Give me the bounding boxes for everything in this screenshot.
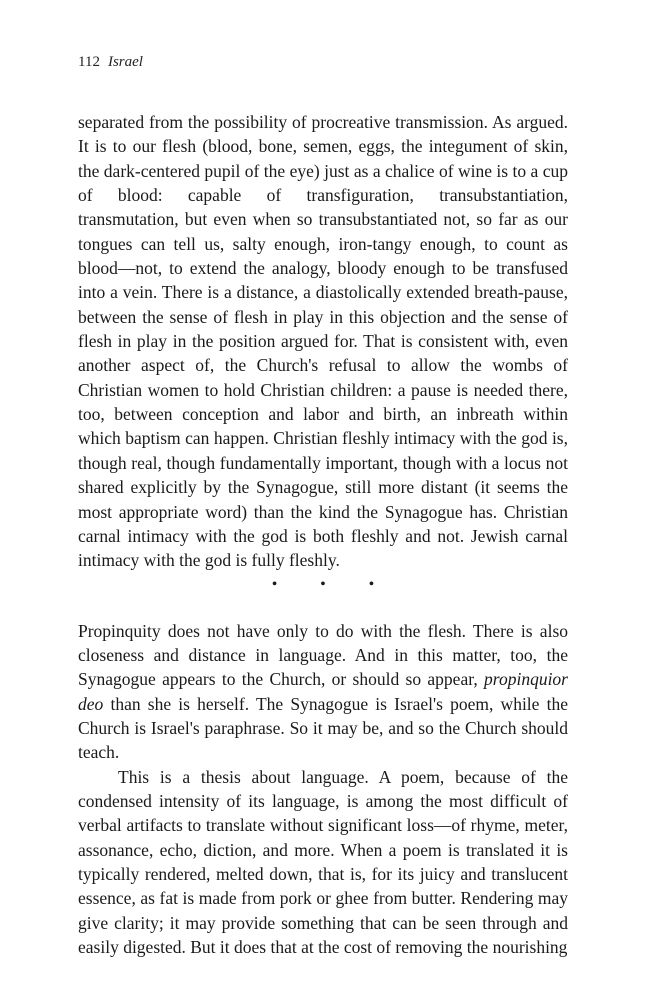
section-break-ornament: [78, 573, 568, 619]
paragraph-2-start: Propinquity does not have only to do with the flesh. There is also closeness and distance in language. And in this matter, too, the Synagogue appears to the Church, or should so appear,: [78, 620, 568, 690]
running-title: Israel: [107, 54, 143, 70]
paragraph-2-end: than she is herself. The Synagogue is Israel's poem, while the Church is Israel's paraphrase. So it may be, and so the Church should teach.: [78, 693, 568, 763]
running-head: [78, 54, 143, 71]
page-number: 112: [78, 54, 100, 70]
latin-phrase: propinquior deo: [78, 669, 568, 714]
paragraph-1: separated from the possibility of procreative transmission. As argued. It is to our flesh (blood, bone, semen, eggs, the integument of skin, the dark-centered pupil of the eye) just as a chalice of wine is to a cup of blood: capable of transfiguration, transubstantiation, transmutation, but even when so transubstantiated not, so far as our tongues can tell us, salty enough, iron-tangy enough, to count as blood—not, to extend the analogy, bloody enough to be transfused into a vein. There is a distance, a diastolically extended breath-pause, between the sense of flesh in play in this objection and the sense of flesh in play in the position argued for. That is consistent with, even another aspect of, the Church's refusal to allow the wombs of Christian women to hold Christian children: a pause is needed there, too, between conception and labor and birth, an inbreath within which baptism can happen. Christian fleshly intimacy with the god is, though real, though fundamentally important, though with a locus not shared explicitly by the Synagogue, still more distant (it seems the most appropriate word) than the kind the Synagogue has. Christian carnal intimacy with the god is both fleshly and not. Jewish carnal intimacy with the god is fully fleshly.: [78, 112, 568, 571]
paragraph-3: This is a thesis about language. A poem, because of the condensed intensity of its language, is among the most difficult of verbal artifacts to translate without significant loss—of rhyme, meter, assonance, echo, diction, and more. When a poem is translated it is typically rendered, melted down, that is, for its juicy and translucent essence, as fat is made from pork or ghee from butter. Rendering may give clarity; it may provide something that can be seen through and easily digested. But it does that at the cost of removing the nourishing: [78, 766, 568, 957]
paragraph-2: [78, 619, 568, 765]
section-break-dots: • • •: [272, 576, 394, 592]
body-text: [78, 110, 568, 959]
